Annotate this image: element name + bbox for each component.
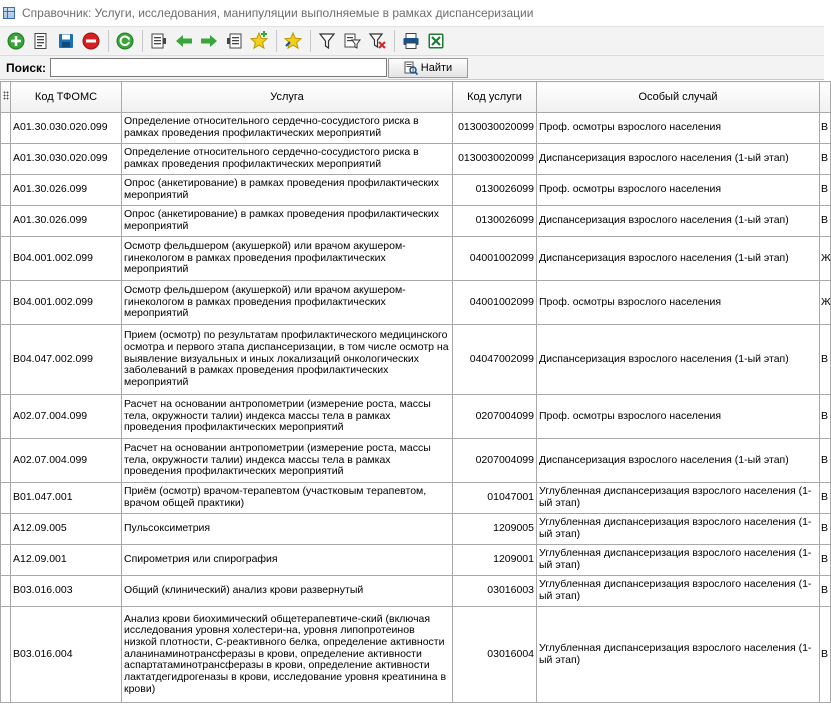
cell-special-case[interactable]: Углубленная диспансеризация взрослого населения (1-ый этап) xyxy=(537,607,820,703)
cell-extra[interactable]: В xyxy=(820,175,831,206)
cell-special-case[interactable]: Проф. осмотры взрослого населения xyxy=(537,281,820,325)
cell-service-code[interactable]: 0130030020099 xyxy=(453,113,537,144)
row-selector[interactable] xyxy=(1,439,11,483)
column-header-tfoms-code[interactable]: Код ТФОМС xyxy=(11,82,122,113)
list-button[interactable] xyxy=(222,29,246,53)
cell-service[interactable]: Общий (клинический) анализ крови развернутый xyxy=(122,576,453,607)
save-button[interactable] xyxy=(54,29,78,53)
table-row[interactable] xyxy=(1,237,831,281)
cell-special-case[interactable]: Проф. осмотры взрослого населения xyxy=(537,395,820,439)
cell-tfoms-code[interactable]: B01.047.001 xyxy=(11,483,122,514)
cell-service[interactable]: Анализ крови биохимический общетерапевтиче-ский (включая исследования уровня холестери-на, уровня липопротеинов низкой плотности, С-реактивного белка, определение активности аланинаминотрансферазы в крови, определение активности аспартатаминотрансферазы в крови, определение активности лактатдегидрогеназы в крови, исследование уровня креатинина в крови) xyxy=(122,607,453,703)
search-bar xyxy=(0,56,824,80)
move-left-button[interactable] xyxy=(172,29,196,53)
cell-service-code[interactable]: 1209005 xyxy=(453,514,537,545)
cell-tfoms-code[interactable]: A01.30.026.099 xyxy=(11,206,122,237)
search-button-label: Найти xyxy=(420,61,453,74)
favorite-icon xyxy=(284,32,302,50)
add-button[interactable] xyxy=(4,29,28,53)
cell-special-case[interactable]: Диспансеризация взрослого населения (1-ый этап) xyxy=(537,144,820,175)
row-selector[interactable] xyxy=(1,281,11,325)
table-row[interactable] xyxy=(1,607,831,703)
cell-tfoms-code[interactable]: A12.09.001 xyxy=(11,545,122,576)
table-row[interactable] xyxy=(1,206,831,237)
table-row[interactable] xyxy=(1,439,831,483)
column-header-special-case[interactable]: Особый случай xyxy=(537,82,820,113)
cell-service-code[interactable]: 0130026099 xyxy=(453,206,537,237)
print-icon xyxy=(402,32,420,50)
column-header-service-code[interactable]: Код услуги xyxy=(453,82,537,113)
search-input[interactable] xyxy=(50,58,387,77)
details-icon xyxy=(150,32,168,50)
cell-service[interactable]: Расчет на основании антропометрии (измерение роста, массы тела, окружности талии) индекса массы тела в рамках проведения профилактических мероприятий xyxy=(122,439,453,483)
row-selector[interactable] xyxy=(1,395,11,439)
column-header-service[interactable]: Услуга xyxy=(122,82,453,113)
cell-service-code[interactable]: 03016003 xyxy=(453,576,537,607)
cell-extra[interactable]: Ж xyxy=(820,281,831,325)
cell-tfoms-code[interactable]: B04.001.002.099 xyxy=(11,237,122,281)
refresh-button[interactable] xyxy=(113,29,137,53)
cell-service-code[interactable]: 04001002099 xyxy=(453,237,537,281)
row-selector-header[interactable] xyxy=(1,82,11,113)
grid-menu-icon xyxy=(3,91,9,100)
toolbar-separator xyxy=(108,30,109,52)
cell-service[interactable]: Прием (осмотр) по результатам профилактического медицинского осмотра и первого этапа диспансеризации, в том числе осмотр на выявление визуальных и иных локализаций онкологических заболеваний в рамках проведения профилактических мероприятий xyxy=(122,325,453,395)
cell-special-case[interactable]: Проф. осмотры взрослого населения xyxy=(537,113,820,144)
cell-tfoms-code[interactable]: A01.30.030.020.099 xyxy=(11,144,122,175)
row-selector[interactable] xyxy=(1,514,11,545)
cell-special-case[interactable]: Диспансеризация взрослого населения (1-ый этап) xyxy=(537,237,820,281)
cell-tfoms-code[interactable]: A12.09.005 xyxy=(11,514,122,545)
filter-button[interactable] xyxy=(315,29,339,53)
column-header-extra[interactable] xyxy=(820,82,831,113)
filter-clear-icon xyxy=(368,32,386,50)
table-row[interactable] xyxy=(1,281,831,325)
table-row[interactable] xyxy=(1,144,831,175)
excel-icon xyxy=(427,32,445,50)
cell-special-case[interactable]: Диспансеризация взрослого населения (1-ый этап) xyxy=(537,439,820,483)
cell-service[interactable]: Определение относительного сердечно-сосудистого риска в рамках проведения профилактических мероприятий xyxy=(122,113,453,144)
cell-service-code[interactable]: 0207004099 xyxy=(453,439,537,483)
cell-service-code[interactable]: 03016004 xyxy=(453,607,537,703)
table-body xyxy=(1,113,831,703)
cell-tfoms-code[interactable]: A01.30.026.099 xyxy=(11,175,122,206)
table-row[interactable] xyxy=(1,545,831,576)
toolbar-separator xyxy=(310,30,311,52)
add-to-favorites-button[interactable] xyxy=(247,29,271,53)
cell-special-case[interactable]: Диспансеризация взрослого населения (1-ый этап) xyxy=(537,206,820,237)
table-row[interactable] xyxy=(1,175,831,206)
toolbar-separator xyxy=(142,30,143,52)
save-icon xyxy=(57,32,75,50)
cell-service-code[interactable]: 04001002099 xyxy=(453,281,537,325)
move-left-icon xyxy=(175,32,193,50)
services-table xyxy=(0,81,831,706)
print-button[interactable] xyxy=(399,29,423,53)
edit-button[interactable] xyxy=(29,29,53,53)
row-selector[interactable] xyxy=(1,483,11,514)
cell-tfoms-code[interactable]: A02.07.004.099 xyxy=(11,439,122,483)
cell-extra[interactable]: В xyxy=(820,607,831,703)
table-header-row xyxy=(1,82,831,113)
cell-special-case[interactable]: Проф. осмотры взрослого населения xyxy=(537,175,820,206)
cell-special-case[interactable]: Углубленная диспансеризация взрослого населения (1-ый этап) xyxy=(537,545,820,576)
cell-service-code[interactable]: 0207004099 xyxy=(453,395,537,439)
table-row[interactable] xyxy=(1,395,831,439)
table-row[interactable] xyxy=(1,113,831,144)
cell-service-code[interactable]: 0130030020099 xyxy=(453,144,537,175)
cell-service-code[interactable]: 1209001 xyxy=(453,545,537,576)
cell-extra[interactable]: В xyxy=(820,483,831,514)
cell-extra[interactable]: В xyxy=(820,325,831,395)
export-excel-button[interactable] xyxy=(424,29,448,53)
cell-tfoms-code[interactable]: A02.07.004.099 xyxy=(11,395,122,439)
refresh-icon xyxy=(116,32,134,50)
toolbar-separator xyxy=(276,30,277,52)
cell-special-case[interactable]: Углубленная диспансеризация взрослого населения (1-ый этап) xyxy=(537,576,820,607)
cell-extra[interactable]: В xyxy=(820,144,831,175)
table-row[interactable] xyxy=(1,325,831,395)
cell-tfoms-code[interactable]: B03.016.003 xyxy=(11,576,122,607)
cell-tfoms-code[interactable]: B04.047.002.099 xyxy=(11,325,122,395)
move-right-button[interactable] xyxy=(197,29,221,53)
search-label: Поиск: xyxy=(6,60,47,75)
title-bar xyxy=(0,0,824,26)
cell-extra[interactable]: В xyxy=(820,545,831,576)
table-row[interactable] xyxy=(1,576,831,607)
cell-service[interactable]: Осмотр фельдшером (акушеркой) или врачом акушером-гинекологом в рамках проведения профилактических мероприятий xyxy=(122,281,453,325)
cell-tfoms-code[interactable]: A01.30.030.020.099 xyxy=(11,113,122,144)
cell-special-case[interactable]: Углубленная диспансеризация взрослого населения (1-ый этап) xyxy=(537,514,820,545)
cell-service-code[interactable]: 0130026099 xyxy=(453,175,537,206)
cell-extra[interactable]: В xyxy=(820,514,831,545)
cell-service[interactable]: Определение относительного сердечно-сосудистого риска в рамках проведения профилактических мероприятий xyxy=(122,144,453,175)
table-row[interactable] xyxy=(1,483,831,514)
cell-service[interactable]: Приём (осмотр) врачом-терапевтом (участковым терапевтом, врачом общей практики) xyxy=(122,483,453,514)
cell-extra[interactable]: Ж xyxy=(820,237,831,281)
cell-service-code[interactable]: 04047002099 xyxy=(453,325,537,395)
cell-special-case[interactable]: Диспансеризация взрослого населения (1-ый этап) xyxy=(537,325,820,395)
edit-icon xyxy=(32,32,50,50)
row-selector[interactable] xyxy=(1,175,11,206)
row-selector[interactable] xyxy=(1,113,11,144)
window-title: Справочник: Услуги, исследования, манипуляции выполняемые в рамках диспансеризации xyxy=(22,6,534,20)
cell-service[interactable]: Опрос (анкетирование) в рамках проведения профилактических мероприятий xyxy=(122,206,453,237)
move-right-icon xyxy=(200,32,218,50)
filter-icon xyxy=(318,32,336,50)
cell-service[interactable]: Расчет на основании антропометрии (измерение роста, массы тела, окружности талии) индекса массы тела в рамках проведения профилактических мероприятий xyxy=(122,395,453,439)
delete-button[interactable] xyxy=(79,29,103,53)
cell-special-case[interactable]: Углубленная диспансеризация взрослого населения (1-ый этап) xyxy=(537,483,820,514)
cell-extra[interactable]: В xyxy=(820,206,831,237)
cell-tfoms-code[interactable]: B04.001.002.099 xyxy=(11,281,122,325)
cell-extra[interactable]: В xyxy=(820,576,831,607)
cell-extra[interactable]: В xyxy=(820,439,831,483)
search-icon xyxy=(404,61,418,75)
list-icon xyxy=(225,32,243,50)
row-selector[interactable] xyxy=(1,144,11,175)
cell-service[interactable]: Осмотр фельдшером (акушеркой) или врачом акушером-гинекологом в рамках проведения профилактических мероприятий xyxy=(122,237,453,281)
table-icon xyxy=(3,7,15,19)
toolbar xyxy=(0,26,824,56)
filter-edit-icon xyxy=(343,32,361,50)
cell-tfoms-code[interactable]: B03.016.004 xyxy=(11,607,122,703)
table-row[interactable] xyxy=(1,514,831,545)
row-selector[interactable] xyxy=(1,576,11,607)
cell-service[interactable]: Пульсоксиметрия xyxy=(122,514,453,545)
row-selector[interactable] xyxy=(1,237,11,281)
details-button[interactable] xyxy=(147,29,171,53)
add-icon xyxy=(7,32,25,50)
delete-icon xyxy=(82,32,100,50)
row-selector[interactable] xyxy=(1,545,11,576)
filter-clear-button[interactable] xyxy=(365,29,389,53)
row-selector[interactable] xyxy=(1,607,11,703)
favorites-button[interactable] xyxy=(281,29,305,53)
cell-extra[interactable]: В xyxy=(820,395,831,439)
cell-service-code[interactable]: 01047001 xyxy=(453,483,537,514)
row-selector[interactable] xyxy=(1,325,11,395)
filter-edit-button[interactable] xyxy=(340,29,364,53)
cell-extra[interactable]: В xyxy=(820,113,831,144)
favorite-add-icon xyxy=(250,32,268,50)
toolbar-separator xyxy=(394,30,395,52)
row-selector[interactable] xyxy=(1,206,11,237)
search-button[interactable] xyxy=(388,58,468,78)
cell-service[interactable]: Спирометрия или спирография xyxy=(122,545,453,576)
cell-service[interactable]: Опрос (анкетирование) в рамках проведения профилактических мероприятий xyxy=(122,175,453,206)
